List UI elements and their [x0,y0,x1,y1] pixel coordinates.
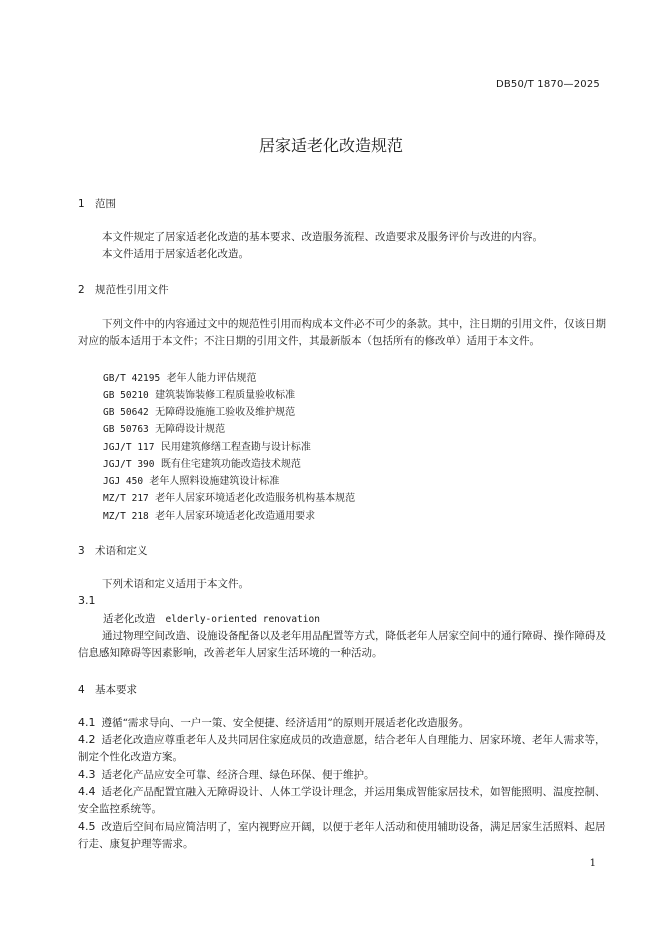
paragraph: 下列术语和定义适用于本文件。 [102,578,249,590]
clause-number: 4.1 [78,716,96,729]
reference-item [103,455,301,470]
term-chinese: 适老化改造 [103,613,156,625]
reference-item [103,386,295,401]
reference-item [103,438,311,453]
reference-item [103,420,225,435]
reference-code: GB 50210 [103,390,149,401]
clause-number: 4.2 [78,733,96,746]
clause-number: 4.5 [78,820,96,833]
paragraph: 下列文件中的内容通过文中的规范性引用而构成本文件必不可少的条款。其中，注日期的引用文件，仅该日期对应的版本适用于本文件；不注日期的引用文件，其最新版本（包括所有的修改单）适用于本文件。 [78,318,606,347]
clause [78,731,606,766]
reference-title: 既有住宅建筑功能改造技术规范 [160,459,301,470]
section-3-heading [78,543,148,558]
term-number: 3.1 [78,594,96,607]
reference-code: JGJ/T 390 [103,459,155,470]
reference-code: GB 50763 [103,424,149,435]
section-title: 术语和定义 [95,545,148,557]
paragraph: 本文件适用于居家适老化改造。 [102,248,249,260]
clause-text: 适老化产品应安全可靠、经济合理、绿色环保、便于维护。 [101,769,375,781]
reference-code: MZ/T 217 [103,493,149,504]
section-number: 1 [78,198,85,210]
term-english: elderly-oriented renovation [165,614,320,625]
section-number: 2 [78,284,85,296]
clause-text: 改造后空间布局应简洁明了，室内视野应开阔，以便于老年人活动和使用辅助设备，满足居家生活照料、起居行走、康复护理等需求。 [78,821,606,850]
reference-title: 无障碍设计规范 [155,424,226,435]
clause [78,783,606,818]
reference-title: 老年人能力评估规范 [166,373,257,384]
reference-title: 民用建筑修缮工程查勘与设计标准 [160,442,311,453]
clause [78,766,606,784]
reference-code: GB 50642 [103,407,149,418]
section-title: 规范性引用文件 [95,284,169,296]
document-title: 居家适老化改造规范 [258,136,403,155]
reference-title: 老年人居家环境适老化改造通用要求 [155,511,316,522]
clause-text: 适老化产品配置宜融入无障碍设计、人体工学设计理念，并运用集成智能家居技术，如智能照明、温度控制、安全监控系统等。 [78,786,606,815]
reference-title: 无障碍设施施工验收及维护规范 [155,407,296,418]
reference-code: MZ/T 218 [103,511,149,522]
section-1-heading [78,196,116,211]
section-title: 范围 [95,198,116,210]
reference-title: 建筑装饰装修工程质量验收标准 [155,390,296,401]
reference-code: JGJ/T 117 [103,442,155,453]
paragraph: 本文件规定了居家适老化改造的基本要求、改造服务流程、改造要求及服务评价与改进的内容。 [102,231,543,243]
clause-number: 4.4 [78,785,96,798]
clause-number: 4.3 [78,768,96,781]
reference-code: GB/T 42195 [103,373,161,384]
section-number: 3 [78,545,85,557]
reference-item [103,489,355,504]
clause [78,818,606,853]
reference-code: JGJ 450 [103,476,144,487]
term-definition: 通过物理空间改造、设施设备配备以及老年用品配置等方式，降低老年人居家空间中的通行障碍、操作障碍及信息感知障碍等因素影响，改善老年人居家生活环境的一种活动。 [78,630,606,659]
clause-text: 适老化改造应尊重老年人及共同居住家庭成员的改造意愿，结合老年人自理能力、居家环境、老年人需求等，制定个性化改造方案。 [78,734,606,763]
reference-title: 老年人居家环境适老化改造服务机构基本规范 [155,493,356,504]
document-code: DB50/T 1870—2025 [495,79,600,90]
page-number: 1 [589,858,596,869]
reference-title: 老年人照料设施建筑设计标准 [149,476,280,487]
section-number: 4 [78,684,85,696]
reference-item [103,507,315,522]
reference-item [103,369,257,384]
clause [78,714,606,732]
reference-item [103,403,295,418]
clause-text: 遵循“需求导向、一户一策、安全便捷、经济适用”的原则开展适老化改造服务。 [101,717,470,729]
section-4-heading [78,682,137,697]
term-entry [103,611,320,626]
section-title: 基本要求 [95,684,137,696]
section-2-heading [78,282,169,297]
reference-item [103,472,279,487]
